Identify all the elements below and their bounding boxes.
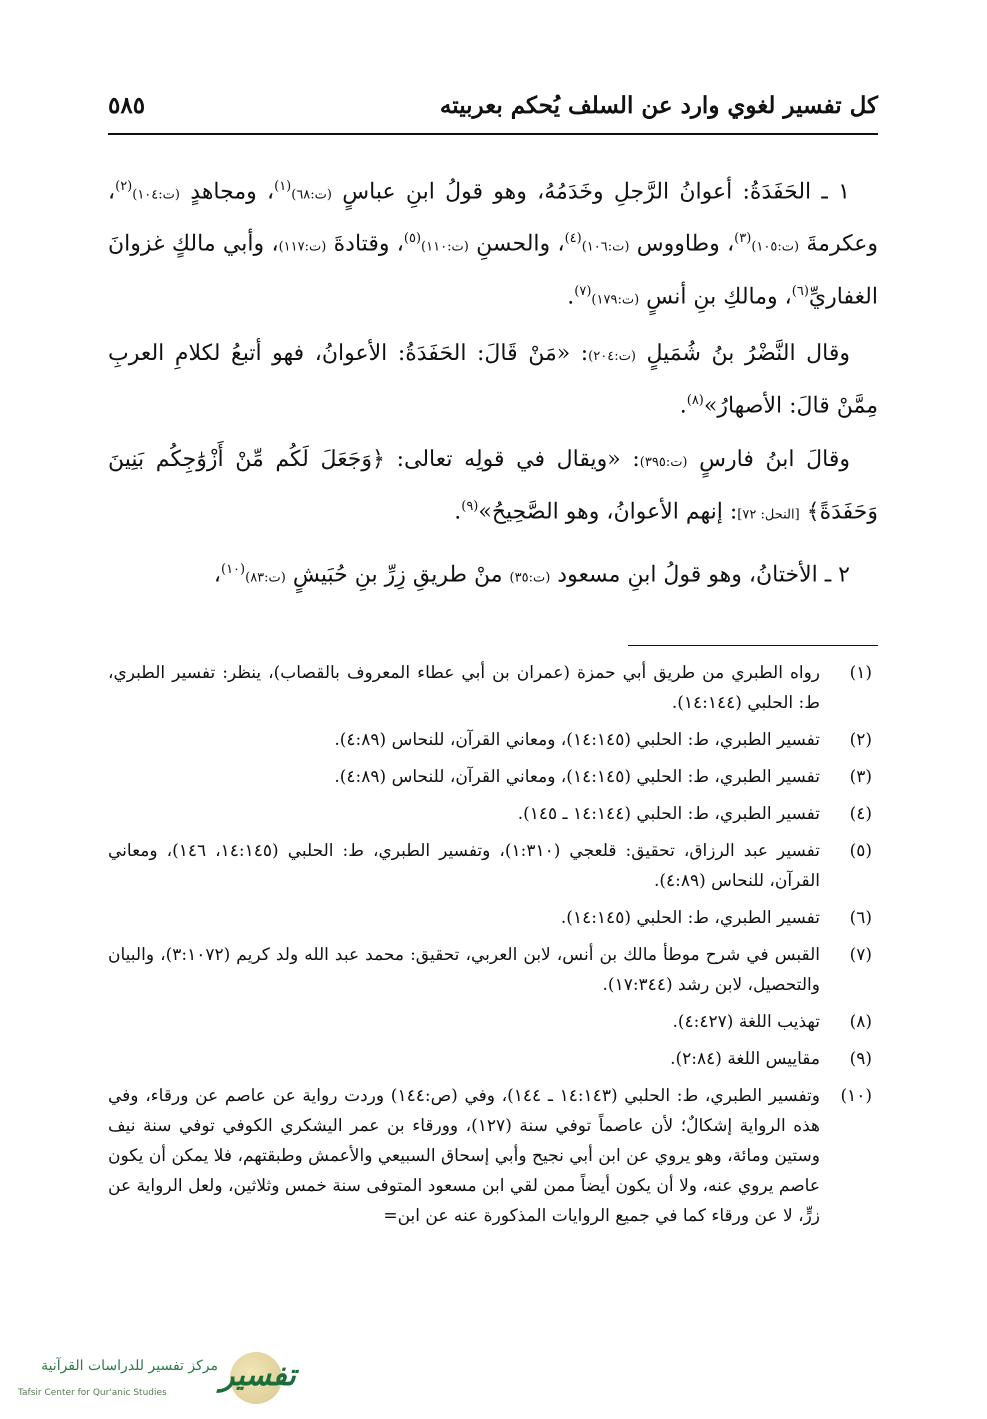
paragraph-2: وقال النَّضْرُ بنُ شُمَيلٍ (ت:٢٠٤): «مَنْ قَالَ: الحَفَدَةُ: الأعوانُ، فهو أتبعُ لكلامِ العربِ مِمَّنْ قالَ: الأصهارُ»$^{(٨)}$. — [108, 340, 878, 419]
quran-verse: ﴿وَجَعَلَ لَكُم مِّنْ أَزْوَٰجِكُم بَنِينَ وَحَفَدَةً﴾ — [108, 447, 878, 525]
main-text — [108, 165, 878, 610]
footnote: (١٠) وتفسير الطبري، ط: الحلبي (١٤:١٤٣ ـ ١٤٤)، وفي (ص:١٤٤) وردت رواية عن عاصم عن ورقاء، وفي هذه الرواية إشكالٌ؛ لأن عاصماً توفي سنة (١٢٧)، وورقاء بن عمر اليشكري الكوفي توفي سنة نيف وستين ومائة، وهو يروي عن ابن أبي نجيح وأبي إسحاق السبيعي والأعمش وطبقتهم، فلا يمكن أن يكون عاصم يروي عنه، ولا أن يكون أيضاً ممن لقي ابن مسعود المتوفى سنة خمس وثلاثين، ولعل الرواية عن زرٍّ، لا عن ورقاء كما في جميع الروايات المذكورة عنه عن ابن= — [108, 1086, 872, 1226]
verse-reference: [النحل: ٧٢] — [737, 507, 800, 523]
footnote-ref[interactable]: (١٠) — [220, 561, 246, 577]
footnote-ref[interactable]: (٧) — [574, 283, 592, 299]
paragraph-4: ٢ ـ الأختانُ، وهو قولُ ابنِ مسعود (ت:٣٥) منْ طريقِ زِرِّ بنِ حُبَيشٍ (ت:٨٣)$^{(١٠)}$، — [213, 561, 850, 587]
paragraph-3: وقالَ ابنُ فارسٍ (ت:٣٩٥): «ويقال في قولِه تعالى: ﴿وَجَعَلَ لَكُم مِّنْ أَزْوَٰجِكُم بَنِينَ وَحَفَدَةً﴾ [النحل: ٧٢]: إنهم الأعوانُ، وهو الصَّحِيحُ»$^{(٩)}$. — [108, 447, 878, 525]
footnote: (٥) تفسير عبد الرزاق، تحقيق: قلعجي (١:٣١٠)، وتفسير الطبري، ط: الحلبي (١٤:١٤٥، ١٤٦)، ومعاني القرآن، للنحاس (٤:٨٩). — [108, 841, 872, 891]
page-number: ٥٨٥ — [108, 92, 146, 119]
footnote-divider — [628, 645, 878, 646]
paragraph-1: ١ ـ الحَفَدَةُ: أعوانُ الرَّجلِ وخَدَمُهُ، وهو قولُ ابنِ عباسٍ (ت:٦٨)$^{(١)}$، ومجاهدٍ (ت:١٠٤)$^{(٢)}$، وعكرمةَ (ت:١٠٥)$^{(٣)}$، وطاووس (ت:١٠٦)$^{(٤)}$، والحسنِ (ت:١١٠)$^{(٥)}$، وقتادةَ (ت:١١٧)، وأبي مالكٍ غزوانَ الغفاريِّ$^{(٦)}$، ومالكِ بنِ أنسٍ (ت:١٧٩)$^{(٧)}$. — [108, 179, 879, 309]
footnote: (٤) تفسير الطبري، ط: الحلبي (١٤:١٤٤ ـ ١٤٥). — [517, 804, 872, 824]
footnote-ref[interactable]: (٦) — [791, 283, 809, 299]
tafsir-center-logo — [10, 1352, 310, 1412]
footnote-ref[interactable]: (٢) — [115, 179, 133, 194]
footnote-ref[interactable]: (٨) — [686, 392, 704, 408]
footnote: (٣) تفسير الطبري، ط: الحلبي (١٤:١٤٥)، ومعاني القرآن، للنحاس (٤:٨٩). — [334, 767, 872, 787]
footnote: (٧) القبس في شرح موطأ مالك بن أنس، لابن العربي، تحقيق: محمد عبد الله ولد كريم (٣:١٠٧٢)، والبيان والتحصيل، لابن رشد (١٧:٣٤٤). — [108, 945, 872, 995]
footnote: (٦) تفسير الطبري، ط: الحلبي (١٤:١٤٥). — [560, 908, 872, 928]
footnote-ref[interactable]: (٩) — [461, 499, 479, 515]
logo-tagline: Tafsir Center for Qur'anic Studies — [18, 1388, 167, 1398]
footnote-ref[interactable]: (١) — [274, 179, 292, 194]
logo-brand: تفسير — [220, 1358, 296, 1393]
footnote: (٢) تفسير الطبري، ط: الحلبي (١٤:١٤٥)، ومعاني القرآن، للنحاس (٤:٨٩). — [334, 730, 872, 750]
footnote: (٩) مقاييس اللغة (٢:٨٤). — [670, 1049, 872, 1069]
footnote: (١) رواه الطبري من طريق أبي حمزة (عمران بن أبي عطاء المعروف بالقصاب)، ينظر: تفسير الطبري، ط: الحلبي (١٤:١٤٤). — [108, 663, 872, 713]
footnotes — [108, 658, 878, 1238]
logo-center-name: مركز تفسير للدراسات القرآنية — [41, 1358, 218, 1374]
footnote-ref[interactable]: (٣) — [734, 231, 752, 247]
page-header — [108, 92, 878, 132]
footnote-ref[interactable]: (٥) — [403, 231, 422, 247]
header-divider — [108, 133, 878, 135]
footnote-ref[interactable]: (٤) — [564, 231, 582, 247]
running-title: كل تفسير لغوي وارد عن السلف يُحكم بعربيته — [439, 92, 878, 119]
footnote: (٨) تهذيب اللغة (٤:٤٢٧). — [672, 1012, 872, 1032]
